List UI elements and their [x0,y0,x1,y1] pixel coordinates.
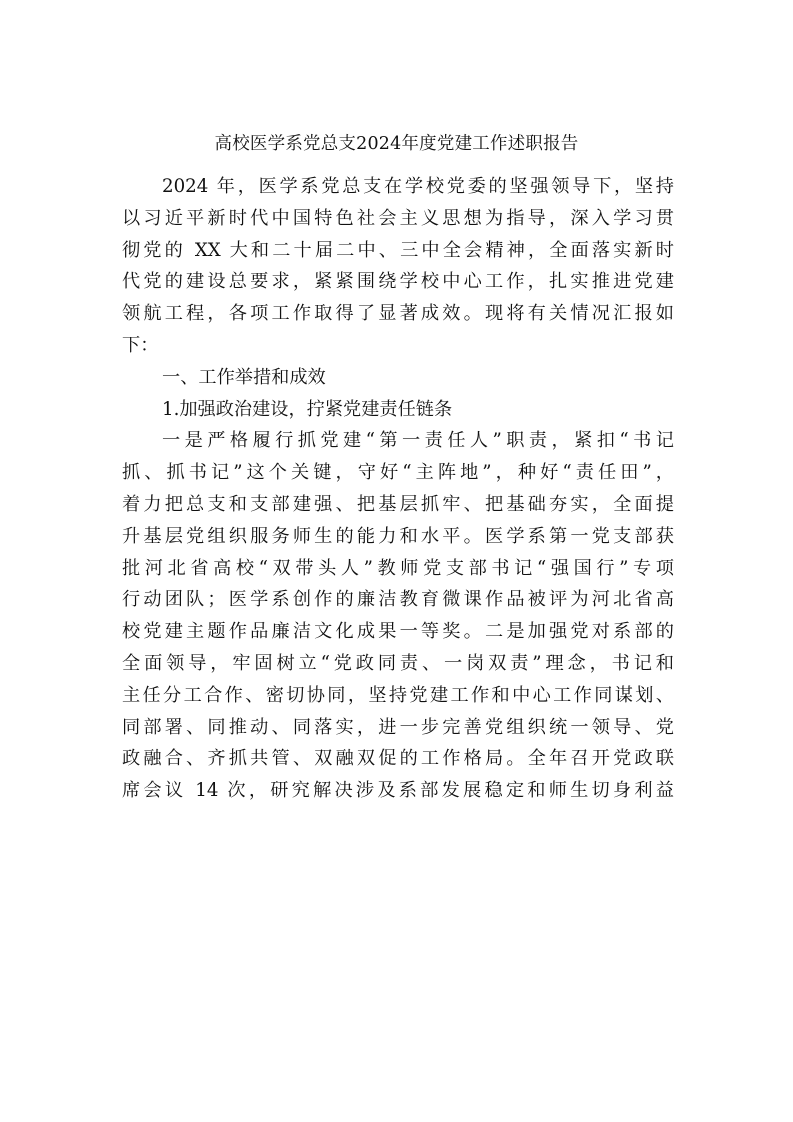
text-line: 1.加强政治建设，拧紧党建责任链条 [162,398,453,420]
text-line: 以习近平新时代中国特色社会主义思想为指导，深入学习贯 [122,207,674,229]
text-line: 席会议 14 次，研究解决涉及系部发展稳定和师生切身利益 [122,780,674,802]
text-line: 一是严格履行抓党建“第一责任人”职责，紧扣“书记 [162,430,674,452]
text-line: 抓、抓书记”这个关键，守好“主阵地”，种好“责任田”， [122,462,674,484]
text-line: 行动团队；医学系创作的廉洁教育微课作品被评为河北省高 [122,589,674,611]
text-line: 批河北省高校“双带头人”教师党支部书记“强国行”专项 [122,557,674,579]
text-line: 一、工作举措和成效 [162,366,326,388]
text-line: 全面领导，牢固树立“党政同责、一岗双责”理念，书记和 [122,652,674,674]
text-line: 升基层党组织服务师生的能力和水平。医学系第一党支部获 [122,525,674,547]
text-line: 同部署、同推动、同落实，进一步完善党组织统一领导、党 [122,716,674,738]
text-line: 代党的建设总要求，紧紧围绕学校中心工作，扎实推进党建 [122,271,674,293]
text-line: 政融合、齐抓共管、双融双促的工作格局。全年召开党政联 [122,748,674,770]
document-title: 高校医学系党总支2024年度党建工作述职报告 [214,134,579,154]
text-line: 彻党的 XX 大和二十届二中、三中全会精神，全面落实新时 [122,239,674,261]
text-line: 着力把总支和支部建强、把基层抓牢、把基础夯实，全面提 [122,493,674,515]
text-line: 主任分工合作、密切协同，坚持党建工作和中心工作同谋划、 [122,684,674,706]
text-line: 下： [122,334,159,356]
document-body [122,171,674,807]
text-line: 领航工程，各项工作取得了显著成效。现将有关情况汇报如 [122,303,674,325]
text-line: 2024 年，医学系党总支在学校党委的坚强领导下，坚持 [162,176,674,197]
text-line: 校党建主题作品廉洁文化成果一等奖。二是加强党对系部的 [122,621,674,643]
